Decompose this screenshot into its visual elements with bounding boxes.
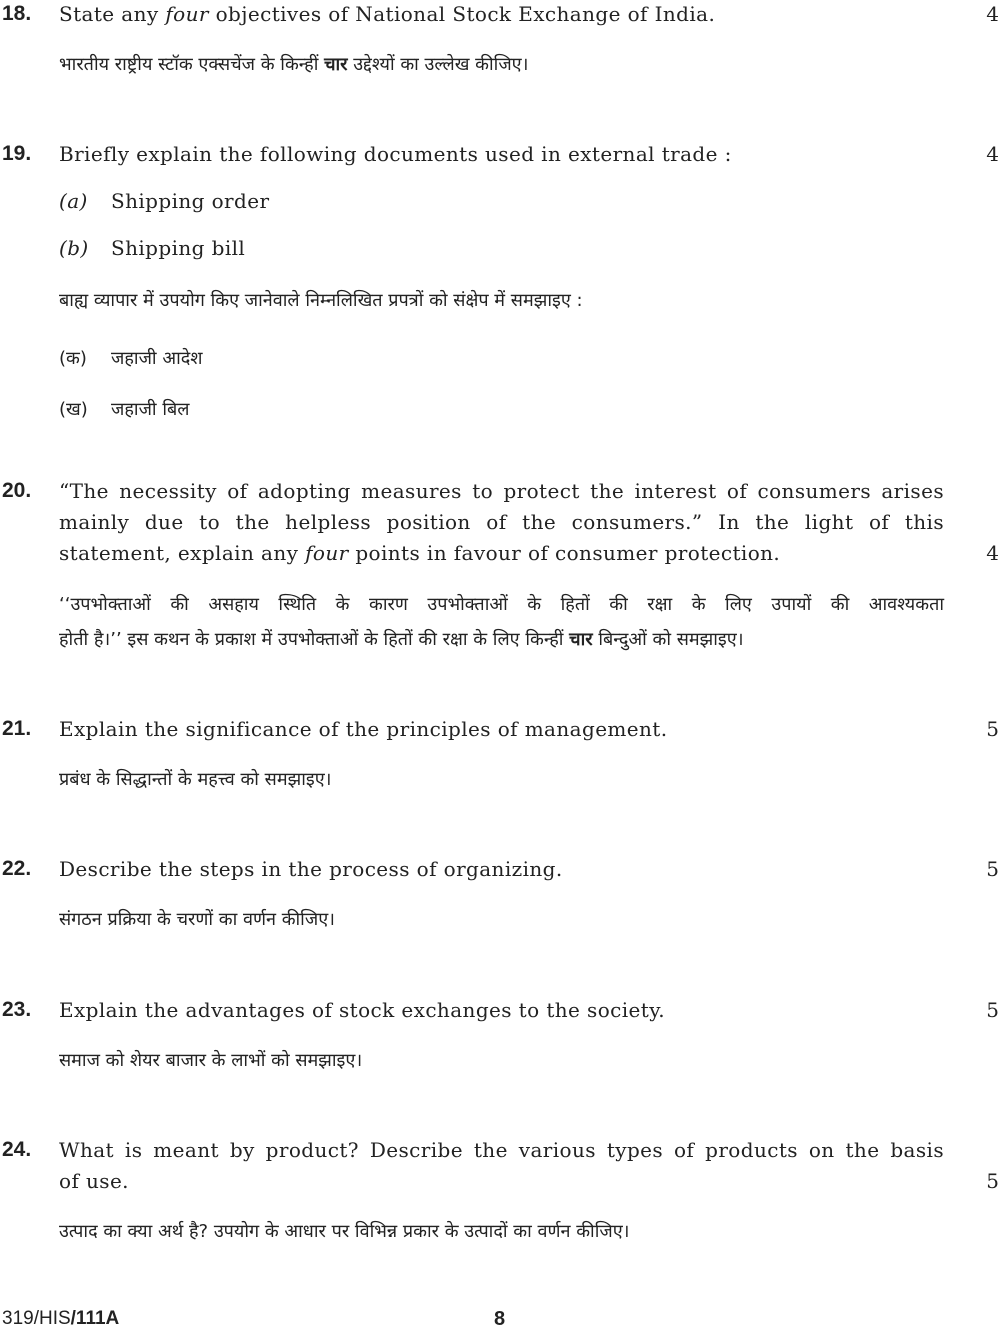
question-text-hi: बाह्य व्यापार में उपयोग किए जानेवाले निम्नलिखित प्रपत्रों को संक्षेप में समझाइए : bbox=[59, 290, 583, 311]
question-text-en-line: What is meant by product? Describe the various types of products on the basis bbox=[59, 1138, 944, 1162]
emphasis: चार bbox=[324, 54, 348, 75]
question-text-en-line bbox=[59, 541, 780, 565]
text: उद्देश्यों का उल्लेख कीजिए। bbox=[347, 54, 529, 75]
question-text-hi-line: ‘‘उपभोक्ताओं की असहाय स्थिति के कारण उपभोक्ताओं के हितों की रक्षा के लिए उपायों की आवश्यकता bbox=[59, 594, 944, 615]
question-text-hi-line bbox=[59, 627, 744, 651]
marks: 4 bbox=[986, 541, 999, 565]
question-text-hi: समाज को शेयर बाजार के लाभों को समझाइए। bbox=[59, 1050, 363, 1071]
question-text-en: Briefly explain the following documents used in external trade : bbox=[59, 142, 732, 166]
question-text-en: Describe the steps in the process of organizing. bbox=[59, 857, 563, 881]
question-number: 24. bbox=[2, 1138, 32, 1161]
question-number: 20. bbox=[2, 479, 32, 502]
item-text: Shipping bill bbox=[111, 236, 246, 260]
paper-code bbox=[2, 1308, 119, 1330]
page-number: 8 bbox=[494, 1308, 506, 1330]
emphasis: four bbox=[305, 541, 349, 565]
sub-item-ka bbox=[59, 346, 203, 370]
question-text-en: Explain the advantages of stock exchanges to the society. bbox=[59, 998, 666, 1022]
text: points in favour of consumer protection. bbox=[348, 541, 781, 565]
item-text: Shipping order bbox=[111, 189, 270, 213]
marks: 5 bbox=[986, 857, 999, 881]
question-text-en-line: “The necessity of adopting measures to protect the interest of consumers arises bbox=[59, 479, 944, 503]
sub-item-a bbox=[59, 189, 269, 213]
text: objectives of National Stock Exchange of India. bbox=[208, 2, 716, 26]
text: State any bbox=[59, 2, 166, 26]
item-text: जहाजी आदेश bbox=[111, 348, 203, 369]
marks: 4 bbox=[986, 2, 999, 26]
question-number: 23. bbox=[2, 998, 32, 1021]
marks: 5 bbox=[986, 998, 999, 1022]
item-text: जहाजी बिल bbox=[111, 399, 190, 420]
question-text-hi bbox=[59, 52, 528, 76]
text: बिन्दुओं को समझाइए। bbox=[592, 629, 744, 650]
item-label: (क) bbox=[59, 348, 87, 369]
question-number: 22. bbox=[2, 857, 32, 880]
question-text-en bbox=[59, 2, 715, 26]
question-text-hi: उत्पाद का क्या अर्थ है? उपयोग के आधार पर विभिन्न प्रकार के उत्पादों का वर्णन कीजिए। bbox=[59, 1221, 630, 1242]
item-label: (ख) bbox=[59, 399, 88, 420]
text: भारतीय राष्ट्रीय स्टॉक एक्सचेंज के किन्हीं bbox=[59, 54, 325, 75]
text: statement, explain any bbox=[59, 541, 306, 565]
text: होती है।’’ इस कथन के प्रकाश में उपभोक्ताओं के हितों की रक्षा के लिए किन्हीं bbox=[59, 629, 570, 650]
marks: 4 bbox=[986, 142, 999, 166]
marks: 5 bbox=[986, 1169, 999, 1193]
question-text-en-line: mainly due to the helpless position of the consumers.” In the light of this bbox=[59, 510, 944, 534]
item-label: (b) bbox=[59, 236, 89, 260]
question-text-hi: प्रबंध के सिद्धान्तों के महत्त्व को समझाइए। bbox=[59, 769, 332, 790]
marks: 5 bbox=[986, 717, 999, 741]
question-number: 18. bbox=[2, 2, 32, 25]
sub-item-b bbox=[59, 236, 245, 260]
question-number: 19. bbox=[2, 142, 32, 165]
item-label: (a) bbox=[59, 189, 88, 213]
sub-item-kha bbox=[59, 397, 189, 421]
text: 319/HIS bbox=[2, 1308, 71, 1329]
question-text-en-line: of use. bbox=[59, 1169, 129, 1193]
emphasis: चार bbox=[569, 629, 593, 650]
emphasis: four bbox=[165, 2, 209, 26]
question-number: 21. bbox=[2, 717, 32, 740]
emphasis: /111A bbox=[70, 1308, 120, 1329]
question-text-en: Explain the significance of the principles of management. bbox=[59, 717, 668, 741]
question-text-hi: संगठन प्रक्रिया के चरणों का वर्णन कीजिए। bbox=[59, 909, 335, 930]
